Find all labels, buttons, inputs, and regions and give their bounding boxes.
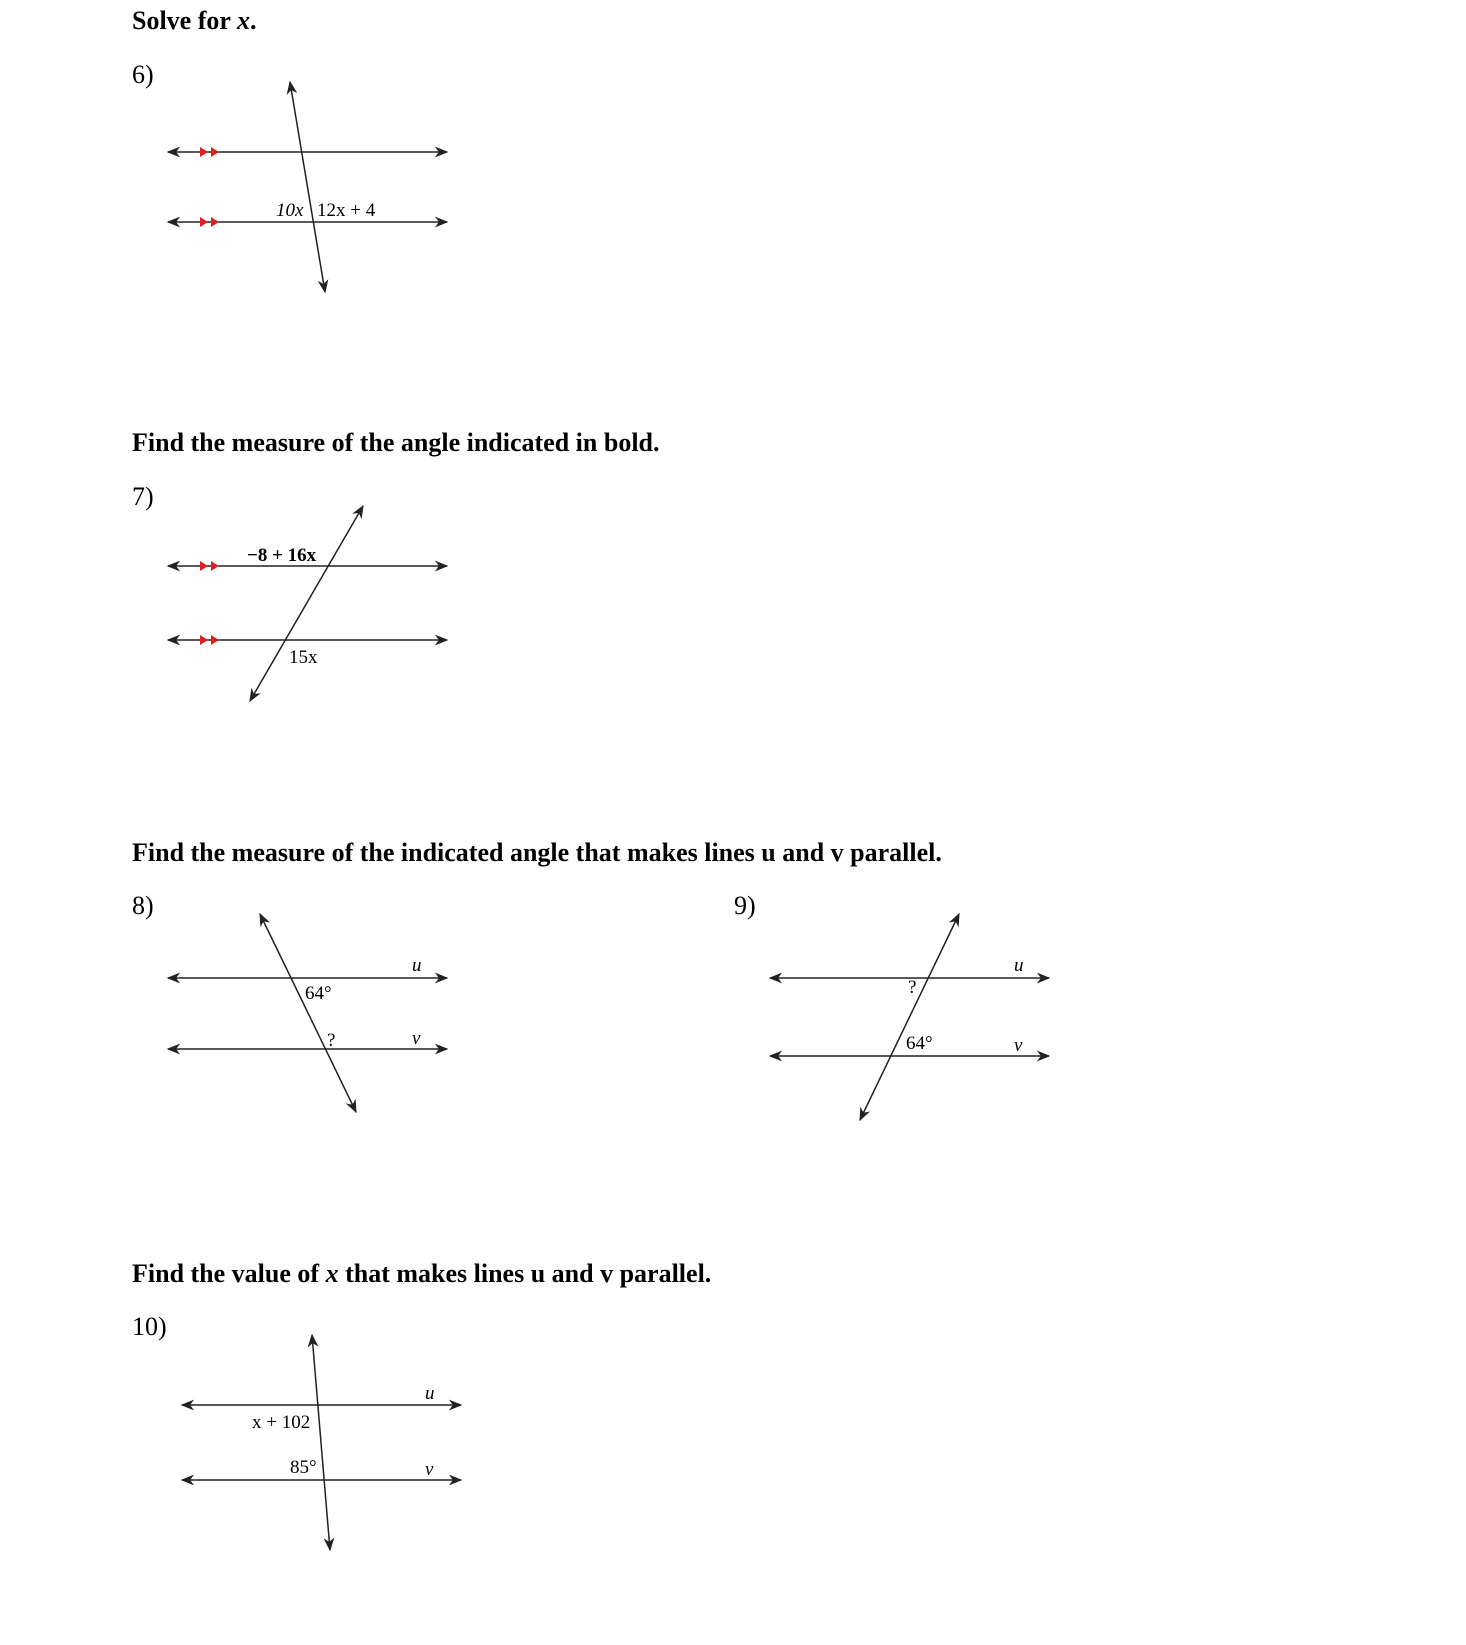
diagram-problem-10: [182, 1335, 461, 1550]
heading-variable: x: [325, 1259, 339, 1288]
line-label: u: [412, 955, 422, 976]
angle-label: 15x: [289, 647, 318, 668]
transversal: [260, 914, 356, 1112]
heading-text: .: [249, 6, 257, 35]
heading-text: Solve for: [132, 6, 237, 35]
problem-number: 8): [132, 891, 154, 920]
transversal: [250, 506, 363, 701]
parallel-marks-icon: [200, 147, 219, 227]
line-label: u: [1014, 955, 1024, 976]
problem-number: 9): [734, 891, 756, 920]
transversal: [860, 914, 959, 1120]
transversal: [312, 1335, 330, 1550]
angle-label: 85°: [290, 1457, 317, 1478]
line-label: v: [412, 1028, 421, 1049]
parallel-marks-icon: [200, 561, 219, 645]
heading-variable: x: [236, 6, 250, 35]
angle-label: 64°: [906, 1033, 933, 1054]
problem-number: 10): [132, 1312, 167, 1341]
section-heading-bold-angle: Find the measure of the angle indicated in bold.: [132, 428, 660, 457]
line-label: u: [425, 1383, 435, 1404]
line-label: v: [425, 1459, 434, 1480]
diagram-problem-9: [770, 914, 1049, 1120]
problem-number: 6): [132, 60, 154, 89]
transversal: [290, 82, 325, 292]
angle-label: x + 102: [252, 1412, 311, 1433]
heading-text: Find the value of: [132, 1259, 326, 1288]
heading-text: that makes lines u and v parallel.: [338, 1259, 712, 1288]
angle-label: 10x: [276, 200, 304, 221]
problem-number: 7): [132, 482, 154, 511]
angle-label: 64°: [305, 983, 332, 1004]
diagram-problem-7: [168, 506, 447, 701]
angle-label: ?: [327, 1030, 336, 1051]
diagram-problem-6: [168, 82, 447, 292]
line-label: v: [1014, 1035, 1023, 1056]
angle-label: 12x + 4: [317, 200, 376, 221]
angle-label-bold: −8 + 16x: [247, 545, 317, 566]
section-heading-parallel-angle: Find the measure of the indicated angle that makes lines u and v parallel.: [132, 838, 942, 867]
angle-label: ?: [908, 977, 917, 998]
diagram-problem-8: [168, 914, 447, 1112]
